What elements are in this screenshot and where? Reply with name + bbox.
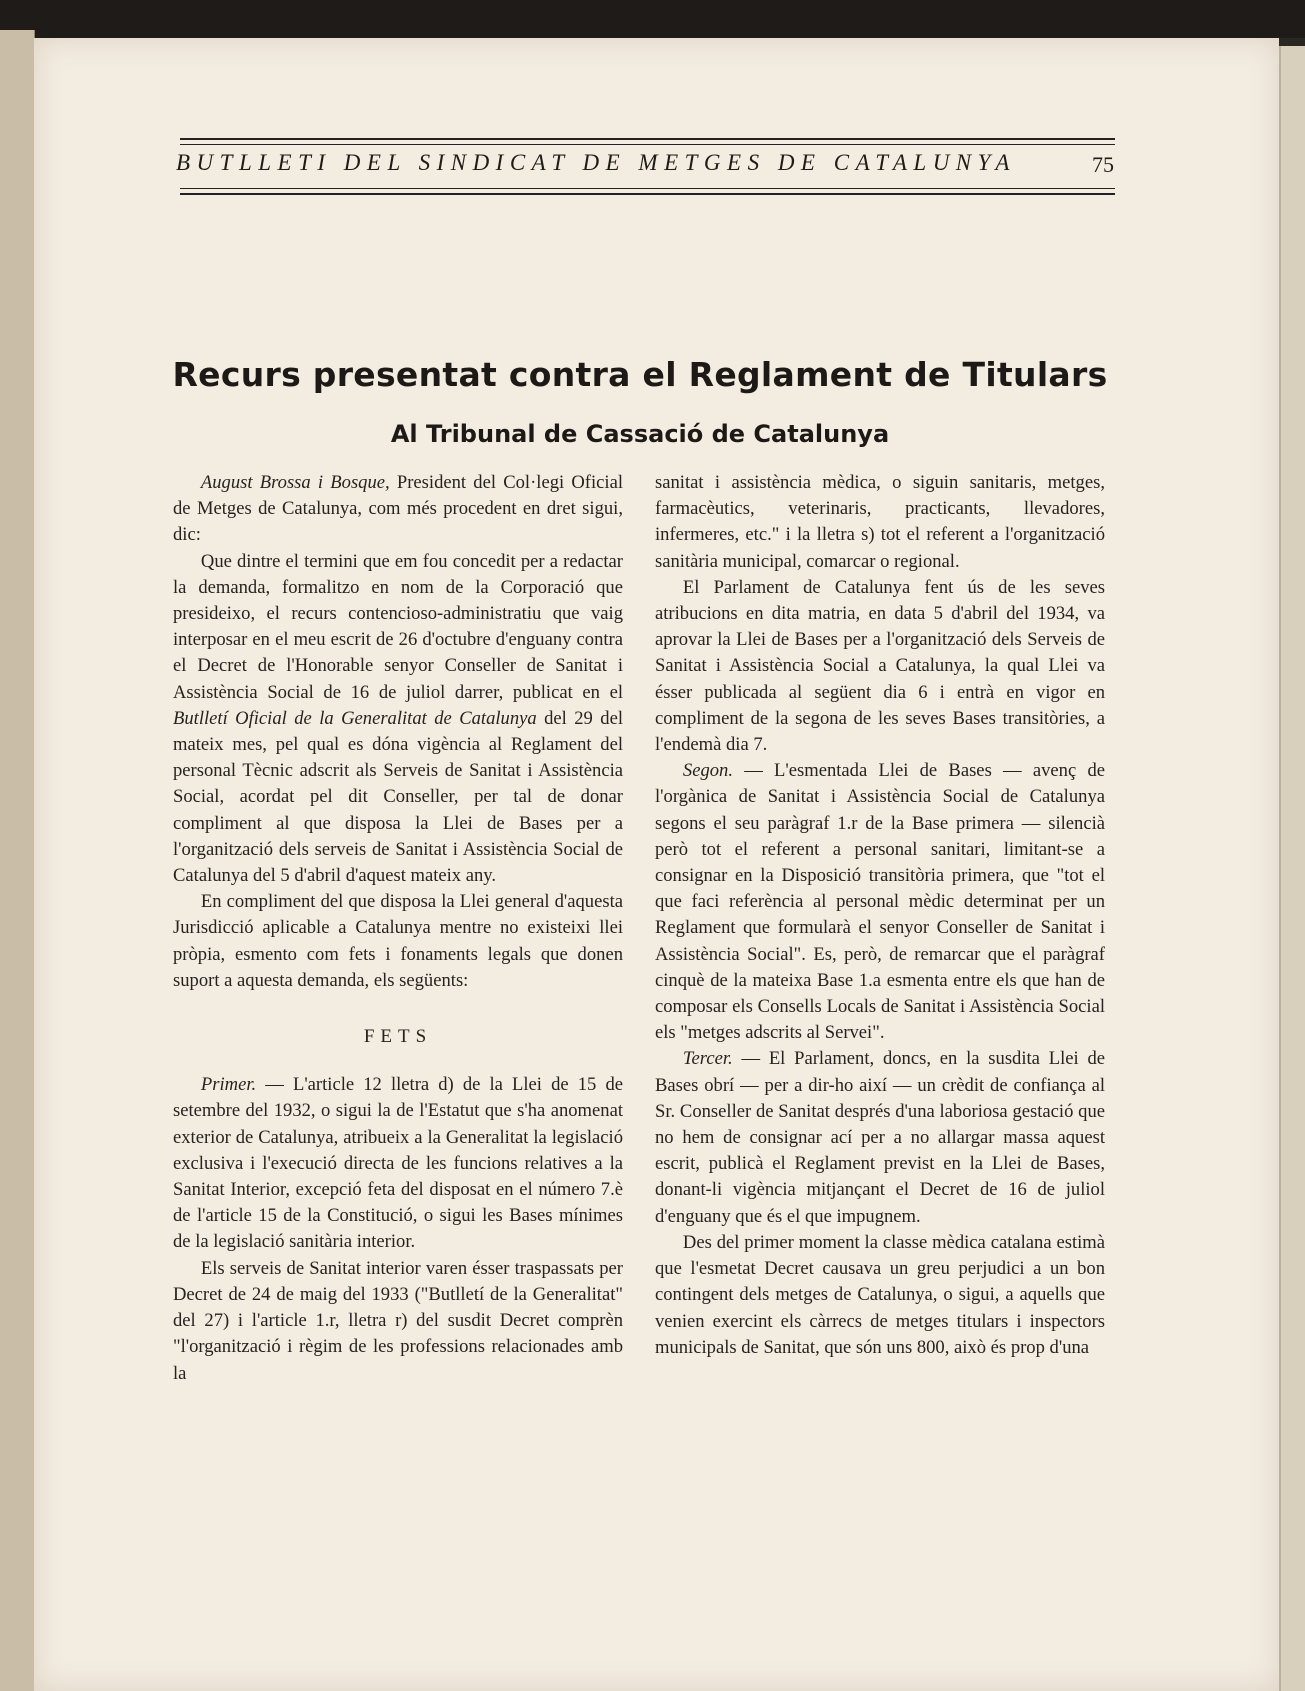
article-title: Recurs presentat contra el Reglament de Titulars	[172, 355, 1108, 394]
paragraph-intro: August Brossa i Bosque, President del Col·legi Oficial de Metges de Catalunya, com més procedent en dret sigui, dic:	[173, 472, 623, 546]
paragraph-compliance: En compliment del que disposa la Llei general d'aquesta Jurisdicció aplicable a Catalunya mentre no existeixi llei pròpia, esmento com fets i fonaments legals que donen suport a aquesta demanda, els següents:	[173, 891, 623, 991]
paragraph-classe-medica: Des del primer moment la classe mèdica catalana estimà que l'esmetat Decret causava un greu perjudici a un bon contingent dels metges de Catalunya, o sigui, a aquells que venien exercint els càrrecs de metges titulars i inspectors municipals de Sanitat, que són uns 800, això és prop d'una	[655, 1231, 1105, 1358]
paragraph-continuation: sanitat i assistència mèdica, o siguin sanitaris, metges, farmacèutics, veterinaris, practicants, llevadores, infermeres, etc." i la lletra s) tot el referent a l'organització sanitària municipal, comarcar o regional.	[655, 472, 1105, 572]
header-rule-top	[180, 138, 1115, 140]
journal-title: BUTLLETI DEL SINDICAT DE METGES DE CATALUNYA	[176, 150, 1016, 175]
left-column	[173, 470, 623, 1387]
header-rule-top-thin	[180, 144, 1115, 145]
header-rule-bottom	[180, 193, 1115, 195]
author-name: August Brossa i Bosque,	[200, 472, 390, 493]
paragraph-primer: Primer. — L'article 12 lletra d) de la Llei de 15 de setembre del 1932, o sigui la de l'Estatut que s'ha anomenat exterior de Catalunya, atribueix a la Generalitat la legislació exclusiva i l'execució directa de les funcions relatives a la Sanitat Interior, excepció feta del disposat en el número 7.è de l'article 15 de la Constitució, o sigui les Bases mínimes de la legislació sanitària interior.	[173, 1074, 623, 1253]
page-stack-edge	[1279, 46, 1305, 1691]
section-heading-fets: FETS	[363, 1026, 433, 1048]
paragraph-parlament: El Parlament de Catalunya fent ús de les seves atribucions en dita matria, en data 5 d'abril del 1934, va aprovar la Llei de Bases per a l'organització dels Serveis de Sanitat i Assistència Social a Catalunya, la qual Llei va ésser publicada al següent dia 6 i entrà en vigor en compliment de la segona de les seves Bases transitòries, a l'endemà dia 7.	[655, 576, 1105, 756]
point-label-segon: Segon.	[682, 760, 733, 782]
point-label-primer: Primer.	[200, 1074, 257, 1096]
scan-background-top	[0, 0, 1305, 38]
paragraph-demand: Que dintre el termini que em fou concedit per a redactar la demanda, formalitzo en nom de la Corporació que presideixo, el recurs contencioso-administratiu que vaig interposar en el meu escrit de 26 d'octubre d'enguany contra el Decret de l'Honorable senyor Conseller de Sanitat i Assistència Social de 16 de juliol darrer, publicat en el Butlletí Oficial de la Generalitat de Catalunya del 29 del mateix mes, pel qual es dóna vigència al Reglament del personal Tècnic adscrit als Serveis de Sanitat i Assistència Social, acordat pel dit Conseller, per tal de donar compliment al que disposa la Llei de Bases per a l'organització dels serveis de Sanitat i Assistència Social de Catalunya del 5 d'abril d'aquest mateix any.	[173, 550, 623, 887]
running-header	[140, 98, 1140, 208]
publication-name: Butlletí Oficial de la Generalitat de Catalunya	[173, 707, 537, 729]
paragraph-services: Els serveis de Sanitat interior varen ésser traspassats per Decret de 24 de maig del 1933 ("Butlletí de la Generalitat" del 27) i l'article 1.r, lletra r) del susdit Decret comprèn "l'organització i règim de les professions relacionades amb la	[173, 1257, 623, 1384]
paragraph-segon: Segon. — L'esmentada Llei de Bases — avenç de l'orgànica de Sanitat i Assistència Social de Catalunya segons el seu paràgraf 1.r de la Base primera — silencià però tot el referent a personal sanitari, limitant-se a consignar en la Disposició transitòria primera, que "tot el que faci referència al personal mèdic determinat per un Reglament que formularà el senyor Conseller de Sanitat i Assistència Social". Es, però, de remarcar que el paràgraf cinquè de la mateixa Base 1.a esmenta entre els que han de composar els Consells Locals de Sanitat i Assistència Social els "metges adscrits al Servei".	[655, 760, 1105, 1044]
article-subtitle: Al Tribunal de Cassació de Catalunya	[390, 420, 890, 448]
right-column	[655, 470, 1105, 1361]
facing-page-edge	[0, 30, 35, 1691]
page-number: 75	[1092, 152, 1114, 177]
header-rule-bottom-thin	[180, 188, 1115, 189]
point-label-tercer: Tercer.	[682, 1048, 733, 1070]
paragraph-tercer: Tercer. — El Parlament, doncs, en la susdita Llei de Bases obrí — per a dir-ho així — un crèdit de confiança al Sr. Conseller de Sanitat després d'una laboriosa gestació que no hem de consignar ací per a no allargar massa aquest escrit, publicà el Reglament previst en la Llei de Bases, donant-li vigència mitjançant el Decret de 16 de juliol d'enguany que és el que impugnem.	[655, 1048, 1105, 1227]
